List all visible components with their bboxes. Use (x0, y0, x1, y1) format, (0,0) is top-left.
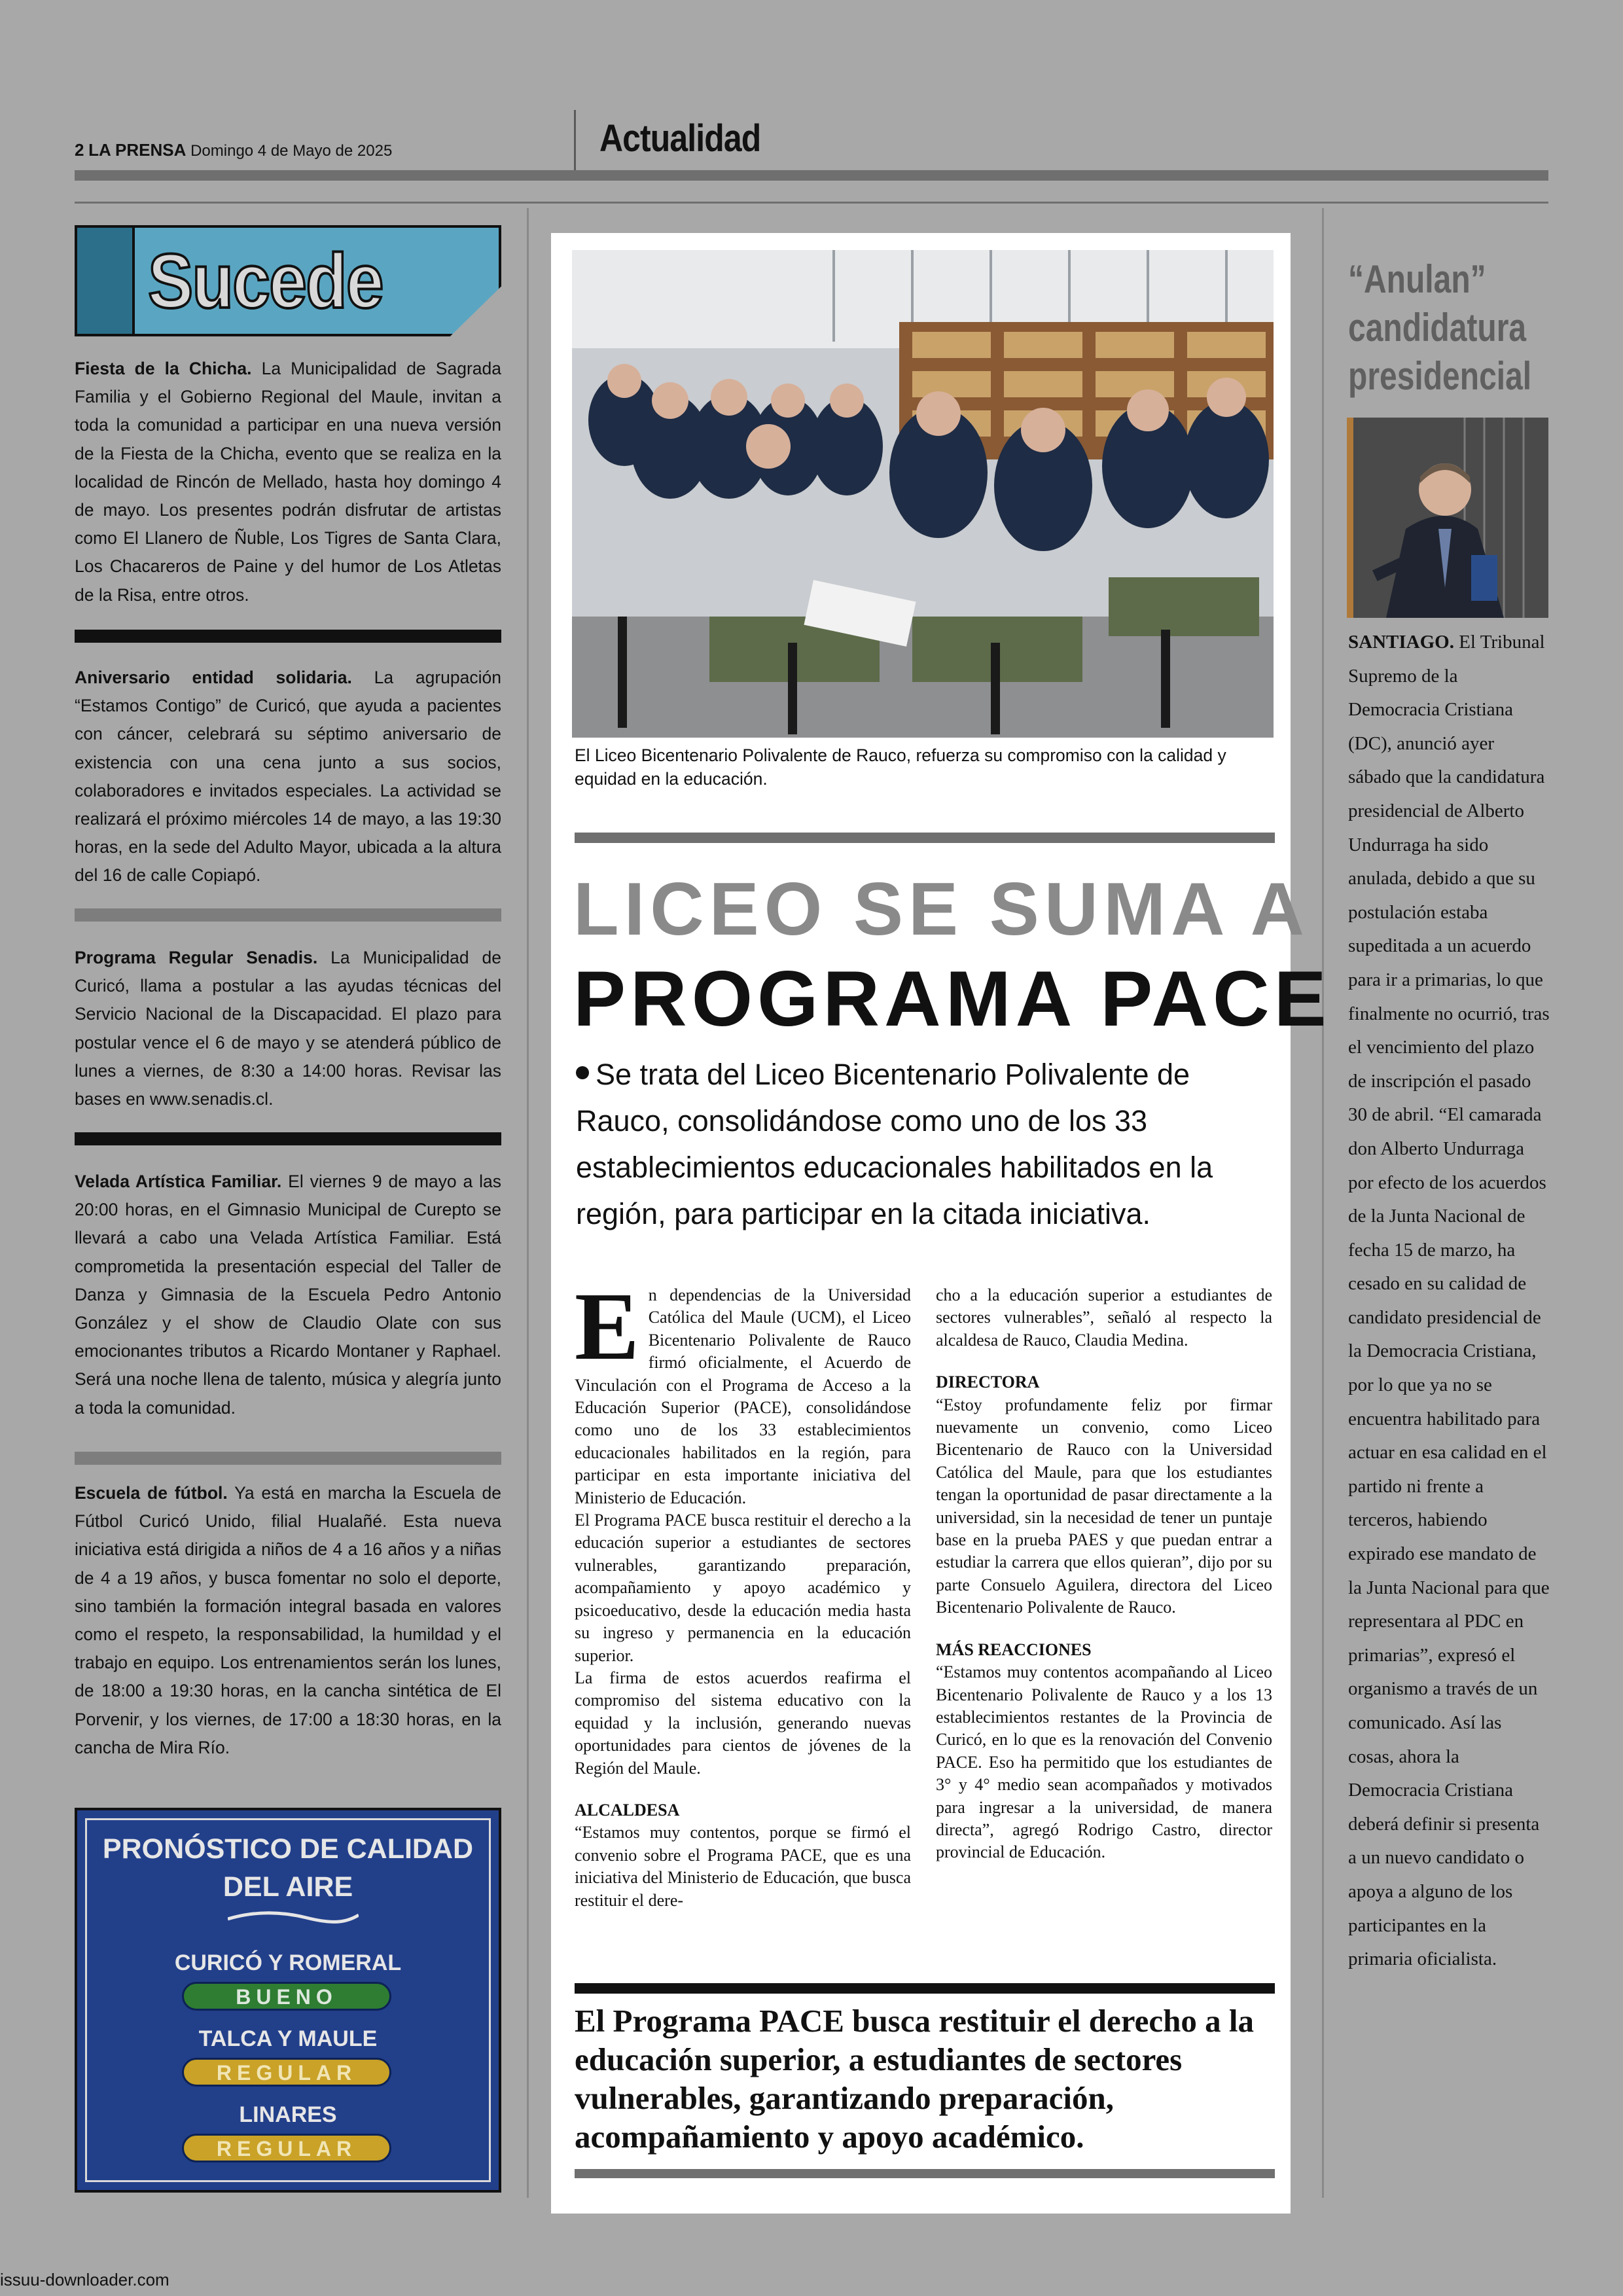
brief-title: Aniversario entidad solidaria. (75, 668, 352, 687)
air-status-badge: REGULAR (182, 2058, 391, 2087)
students-photo-illustration (572, 250, 1274, 738)
article-paragraph: “Estamos muy contentos acompañando al Liceo Bicentenario Polivalente de Rauco y a los 13 establecimientos restantes de la Provincia de Curicó, en lo que es la renovación del Convenio PACE. Eso ha permitido que los estudiantes de 3° y 4° medio sean acompañados y motivados para ingresar a la universidad, de manera directa”, agregó Rodrigo Castro, director provincial de Educación. (936, 1662, 1272, 1862)
subheading: MÁS REACCIONES (936, 1640, 1092, 1659)
banner-title: Sucede (148, 238, 383, 325)
issue-date: Domingo 4 de Mayo de 2025 (190, 142, 393, 160)
drop-cap: E (575, 1273, 639, 1380)
right-article-text: El Tribunal Supremo de la Democracia Cristiana (DC), anunció ayer sábado que la candidatura presidencial de Alberto Undurraga ha sido anulada, debido a que su postulación estaba supeditada a un acuerdo para ir a primarias, lo que finalmente no ocurrió, tras el vencimiento del plazo de inscripción el pasado 30 de abril. “El camarada don Alberto Undurraga por efecto de los acuerdos de la Junta Nacional de fecha 15 de marzo, ha cesado en su calidad de candidato presidencial de la Democracia Cristiana, por lo que ya no se encuentra habilitado para actuar en esa calidad en el partido ni frente a terceros, habiendo expirado ese mandato de la Junta Nacional para que representara al PDC en primarias”, expresó el organismo a través de un comunicado. Así las cosas, ahora la Democracia Cristiana deberá definir si presenta a un nuevo candidato o apoya a alguno de los participantes en la primaria oficialista. (1348, 632, 1550, 1970)
sucede-banner (75, 225, 501, 336)
brief-text: Ya está en marcha la Escuela de Fútbol Curicó Unido, filial Hualañé. Esta nueva iniciativa está dirigida a niños de 4 a 16 años y a niñas de 4 a 19 años, y busca fomentar no solo el deporte, sino también la formación integral basada en valores como el respeto, la responsabilidad, la humildad y el trabajo en equipo. Los entrenamientos serán los lunes, de 18:00 a 19:30 horas, en la cancha sintética de El Porvenir, y los viernes, de 17:00 a 18:30 horas, en la cancha de Mira Río. (75, 1483, 502, 1757)
subheading: DIRECTORA (936, 1372, 1040, 1392)
dateline: SANTIAGO. (1348, 632, 1454, 653)
right-photo (1347, 418, 1548, 618)
air-region-name: LINARES (239, 2102, 337, 2127)
right-headline: “Anulan” candidatura presidencial (1348, 257, 1532, 398)
article-paragraph: n dependencias de la Universidad Católica del Maule (UCM), el Liceo Bicentenario Polivalente de Rauco firmó oficialmente, el Acuerdo de Vinculación con el Programa de Acceso a la Educación Superior (PACE), consolidándose como uno de los 33 establecimientos educacionales habilitados en la región, para participar en esta importante iniciativa del Ministerio de Educación. (575, 1285, 911, 1507)
brief-title: Fiesta de la Chicha. (75, 359, 252, 378)
brief-item (75, 944, 501, 1113)
brief-text: La Municipalidad de Sagrada Familia y el Gobierno Regional del Maule, invitan a toda la comunidad a participar en una nueva versión de la Fiesta de la Chicha, evento que se realiza en la localidad de Rincón de Mellado, hasta hoy domingo 4 de mayo. Los presentes podrán disfrutar de artistas como El Llanero de Ñuble, Los Tigres de Santa Clara, Los Chacareros de Paine y del humor de Los Atletas de la Risa, entre otros. (75, 359, 502, 605)
header-rule (75, 170, 1548, 181)
bullet-icon (576, 1066, 589, 1079)
pull-quote-rule-top (575, 1983, 1275, 1994)
article-paragraph: La firma de estos acuerdos reafirma el compromiso del sistema educativo con la equidad y la inclusión, generando nuevas oportunidades para cientos de jóvenes de la Región del Maule. (575, 1668, 911, 1778)
deck-text: Se trata del Liceo Bicentenario Polivalente de Rauco, consolidándose como uno de los 33 establecimientos educacionales habilitados en la región, para participar en la citada iniciativa. (576, 1058, 1213, 1230)
article-photo (572, 250, 1274, 738)
air-status-badge: BUENO (182, 1982, 391, 2011)
brief-item (75, 1479, 501, 1762)
politician-photo-illustration (1347, 418, 1548, 618)
newspaper-name: LA PRENSA (88, 140, 187, 160)
article-paragraph: “Estamos muy contentos, porque se firmó el convenio sobre el Programa PACE, que es una iniciativa del Ministerio de Educación, que busca restituir el dere- (575, 1823, 911, 1910)
brief-title: Escuela de fútbol. (75, 1483, 228, 1503)
headline-line-1: LICEO SE SUMA A (573, 868, 1310, 951)
air-region-name: TALCA Y MAULE (198, 2026, 378, 2051)
photo-caption: El Liceo Bicentenario Polivalente de Rauco, refuerza su compromiso con la calidad y equidad en la educación. (575, 745, 1226, 789)
brief-text: La Municipalidad de Curicó, llama a postular a las ayudas técnicas del Servicio Nacional de la Discapacidad. El plazo para postular vence el 6 de mayo y se atenderá público de lunes a viernes, de 8:30 a 14:00 horas. Revisar las bases en www.senadis.cl. (75, 948, 501, 1109)
section-title: Actualidad (599, 117, 761, 160)
brief-divider (75, 1452, 501, 1465)
brief-divider (75, 1132, 501, 1145)
watermark: issuu-downloader.com (0, 2270, 169, 2289)
headline-line-2: PROGRAMA PACE (573, 955, 1331, 1043)
air-quality-box (75, 1808, 501, 2193)
page-header-info (75, 140, 392, 160)
article-column-1 (575, 1273, 911, 1912)
banner-stripe (75, 225, 135, 336)
article-paragraph: “Estoy profundamente feliz por firmar nuevamente un convenio, como Liceo Bicentenario de Rauco con la Universidad Católica del Maule, para que los estudiantes tengan la oportunidad de pasar directamente a la universidad, sin la necesidad de tener un puntaje base en la prueba PAES y que puedan entrar a estudiar la carrera que ellos quieran”, dijo por su parte Consuelo Aguilera, directora del Liceo Bicentenario Polivalente de Rauco. (936, 1395, 1272, 1617)
brief-text: El viernes 9 de mayo a las 20:00 horas, en el Gimnasio Municipal de Curepto se llevará a cabo una Velada Artística Familiar. Está comprometida la presentación especial del Taller de Danza y Gimnasia de la Escuela Pedro Antonio González y el show de Claudio Olate con sus emocionantes tributos a Ricardo Montaner y Raphael. Será una noche llena de talento, música y alegría junto a toda la comunidad. (75, 1172, 501, 1418)
brief-item (75, 664, 501, 890)
article-paragraph: El Programa PACE busca restituir el derecho a la educación superior a estudiantes de sectores vulnerables, garantizando preparación, acompañamiento y apoyo académico y psicoeducativo, desde la educación media hasta su ingreso y permanencia en la educación superior. (575, 1511, 911, 1665)
header-separator (574, 110, 576, 170)
air-status-badge: REGULAR (182, 2134, 391, 2162)
wave-icon (228, 1910, 359, 1926)
brief-title: Programa Regular Senadis. (75, 948, 318, 967)
brief-title: Velada Artística Familiar. (75, 1172, 282, 1191)
brief-divider (75, 630, 501, 643)
subheading: ALCALDESA (575, 1800, 680, 1820)
pull-quote-rule-bottom (575, 2169, 1275, 2178)
article-deck (576, 1051, 1276, 1237)
headline-rule (575, 833, 1275, 843)
right-article-body (1348, 626, 1550, 1977)
column-rule-left (527, 208, 529, 2198)
column-rule-right (1322, 208, 1324, 2198)
brief-divider (75, 908, 501, 922)
article-column-2 (936, 1284, 1272, 1864)
page-number: 2 (75, 140, 84, 160)
pull-quote: El Programa PACE busca restituir el derecho a la educación superior, a estudiantes de sectores vulnerables, garantizando preparación, acompañamiento y apoyo académico. (575, 2003, 1254, 2155)
brief-text: La agrupación “Estamos Contigo” de Curicó, que ayuda a pacientes con cáncer, celebrará su séptimo aniversario de existencia con una cena junto a sus socios, colaboradores e invitados especiales. La actividad se realizará el próximo miércoles 14 de mayo, a las 19:30 horas, en la sede del Adulto Mayor, ubicada a la altura del 16 de calle Copiapó. (75, 668, 501, 886)
header-thin-rule (75, 202, 1548, 204)
brief-item (75, 1168, 501, 1422)
brief-item (75, 355, 501, 609)
air-quality-title: PRONÓSTICO DE CALIDAD DEL AIRE (102, 1833, 474, 1903)
article-paragraph: cho a la educación superior a estudiantes de sectores vulnerables”, señaló al respecto la alcaldesa de Rauco, Claudia Medina. (936, 1285, 1272, 1350)
air-region-name: CURICÓ Y ROMERAL (174, 1950, 402, 1975)
